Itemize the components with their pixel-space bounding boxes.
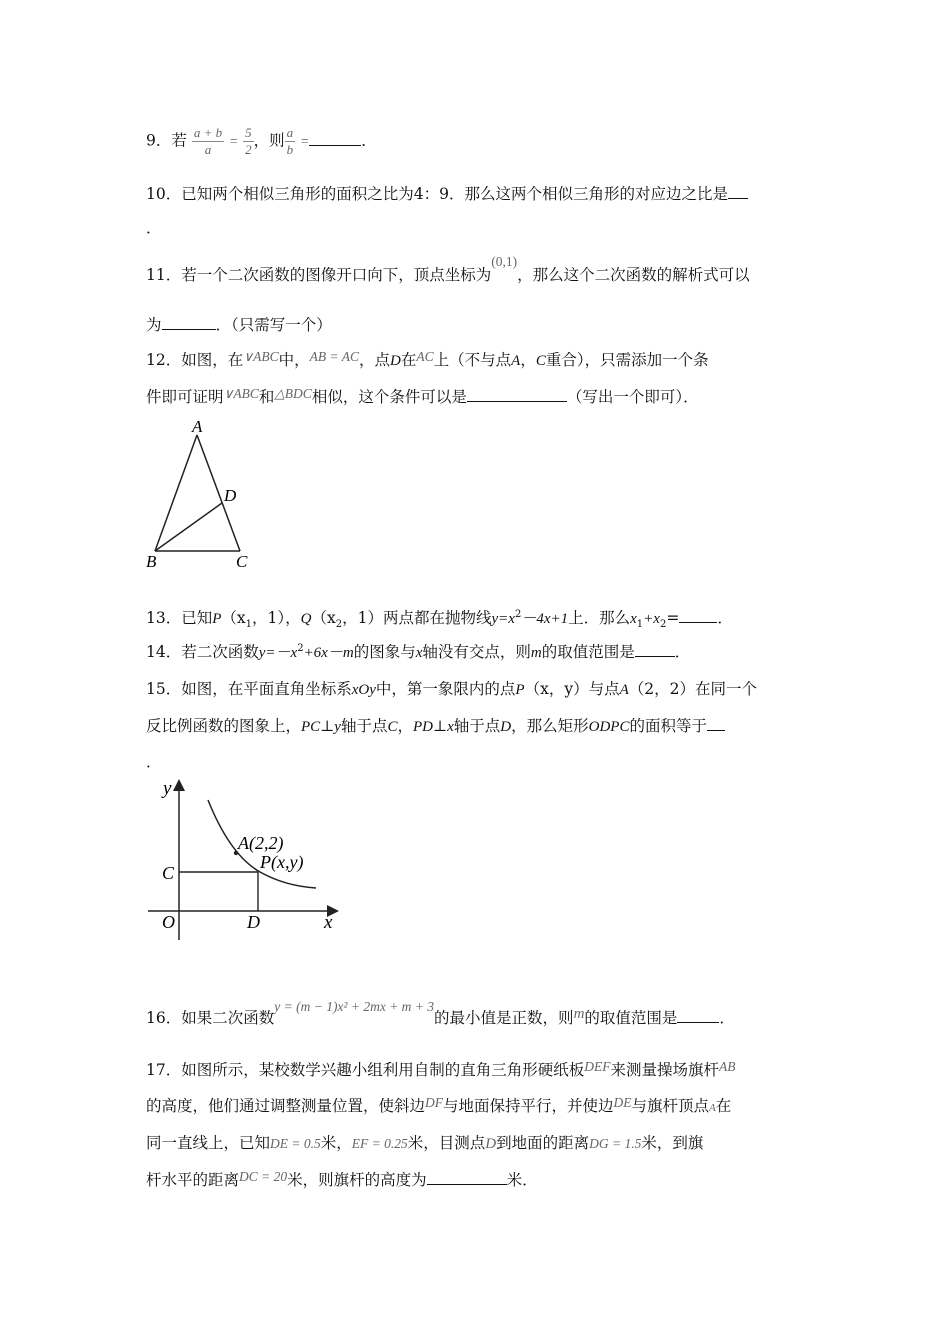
q17-l3-d: 到地面的距离 (496, 1134, 590, 1152)
q15-text-d: 轴于点 (340, 717, 388, 735)
q12-d: D (390, 353, 401, 369)
q12-text-e: 上（不与点 (433, 351, 512, 369)
q12-text-f: 重合），只需添加一个条 (545, 351, 709, 369)
question-10 (146, 182, 748, 204)
q15-text-a: 15．如图，在平面直角坐标系 (146, 680, 352, 698)
label-y: y (163, 778, 172, 799)
q15-end-line (146, 750, 162, 772)
q9-number: 9． (146, 131, 172, 150)
question-11 (146, 254, 750, 285)
q9-answer-blank[interactable] (309, 131, 361, 146)
q9-frac2-num: 5 (245, 125, 252, 140)
q9-eq: = (229, 133, 239, 149)
q16-text-a: 16．如果二次函数 (146, 1009, 275, 1027)
q13-q-coords-a: （x (311, 609, 336, 627)
label-a: A(2,2) (238, 833, 284, 853)
q14-text-a: 14．若二次函数 (146, 643, 259, 661)
question-17 (146, 1058, 736, 1080)
q17-ef-val: EF = 0.25 (351, 1136, 408, 1151)
q10-text: 10．已知两个相似三角形的面积之比为4：9．那么这两个相似三角形的对应边之比是 (146, 185, 728, 203)
q12-text-j: （写出一个即可）． (566, 388, 699, 406)
q12-text-i: 相似，这个条件可以是 (311, 388, 467, 406)
q13-parabola-a: y=x (491, 611, 515, 627)
q17-d: D (485, 1136, 497, 1152)
q15-a: A (619, 682, 629, 698)
q17-l2-d: 在 (715, 1097, 732, 1115)
q15-comma: ， (397, 717, 413, 735)
q11-answer-blank[interactable] (162, 315, 216, 330)
q16-text-c: 的取值范围是 (584, 1009, 678, 1027)
q17-answer-blank[interactable] (427, 1170, 507, 1185)
q12-tri3: △BDC (274, 386, 312, 401)
q14-text-b: 的图象与 (353, 643, 416, 661)
q10-end-line (146, 216, 162, 238)
q14-sup: 2 (297, 642, 304, 654)
label-c: C (236, 552, 248, 571)
q15-pc-perp: PC⊥y (301, 719, 341, 735)
question-17-l3 (146, 1131, 703, 1153)
q14-x: x (415, 645, 423, 661)
q15-text-g: 的面积等于 (629, 717, 707, 735)
q17-l2-b: 与地面保持平行，并使边 (443, 1097, 614, 1115)
question-16 (146, 999, 735, 1028)
q16-func: y = (m − 1)x² + 2mx + m + 3 (274, 999, 435, 1014)
q13-sub2: 2 (335, 619, 343, 631)
label-p: P(x,y) (260, 852, 304, 872)
q17-dg-val: DG = 1.5 (589, 1136, 642, 1151)
question-12 (146, 348, 709, 370)
q9-fraction-2 (243, 125, 254, 158)
q11-text-a: 11．若一个二次函数的图像开口向下，顶点坐标为 (146, 266, 492, 284)
q15-text-e: 轴于点 (453, 717, 501, 735)
q9-frac3-num: a (286, 125, 294, 140)
q10-end: ． (146, 219, 162, 237)
q15-text-b: 中，第一象限内的点 (375, 680, 516, 698)
question-9 (146, 125, 377, 158)
q9-end: ． (361, 131, 377, 150)
q13-q: Q (300, 611, 312, 627)
q15-pd-perp: PD⊥x (413, 719, 454, 735)
side-ab (155, 435, 197, 551)
q17-dc-val: DC = 20 (239, 1169, 288, 1184)
q9-frac1-num: a + b (193, 125, 223, 140)
q12-eq: AB = AC (309, 349, 359, 364)
q13-sub1: 1 (245, 619, 253, 631)
q14-text-c: 轴没有交点，则 (422, 643, 531, 661)
q15-odpc: ODPC (588, 719, 630, 735)
q13-eq: = (666, 609, 680, 627)
q14-answer-blank[interactable] (635, 642, 675, 657)
q9-then: ，则 (253, 131, 285, 150)
q13-p-coords-a: （x (221, 609, 246, 627)
q13-sum-a: x (630, 611, 637, 627)
q17-de-val: DE = 0.5 (270, 1136, 321, 1151)
q17-l3-b: 米， (320, 1134, 352, 1152)
q17-ab: AB (719, 1059, 736, 1074)
q17-l3-e: 米，到旗 (641, 1134, 704, 1152)
question-17-l2 (146, 1094, 731, 1116)
segment-bd (155, 503, 222, 551)
q12-text-b: 中， (278, 351, 310, 369)
question-11-cont (146, 313, 332, 335)
question-14 (146, 640, 690, 662)
q13-sum-sub2: 2 (659, 619, 667, 631)
q11-vertex: (0,1) (491, 254, 518, 269)
q13-text-a: 13．已知 (146, 609, 213, 627)
q13-sum-sub1: 1 (636, 619, 644, 631)
q15-end: ． (146, 753, 162, 771)
q12-a: A (511, 353, 521, 369)
question-15 (146, 677, 757, 699)
q12-ac: AC (416, 349, 434, 364)
q14-func-a: y=－x (258, 645, 298, 661)
q15-xoy: xOy (351, 682, 376, 698)
q13-sum-b: +x (643, 611, 660, 627)
q16-end: ． (719, 1009, 735, 1027)
q12-text-g: 件即可证明 (146, 388, 224, 406)
q15-text-f: ，那么矩形 (511, 717, 589, 735)
q11-text-c: 为 (146, 316, 162, 334)
q9-fraction-1 (192, 125, 224, 158)
q9-ruo: 若 (171, 131, 187, 150)
q16-text-b: 的最小值是正数，则 (434, 1009, 574, 1027)
q11-text-d: ．（只需写一个） (215, 316, 332, 334)
q12-text-a: 12．如图，在 (146, 351, 244, 369)
q17-l4-a: 杆水平的距离 (146, 1171, 240, 1189)
q16-answer-blank[interactable] (677, 1008, 719, 1023)
q13-answer-blank[interactable] (679, 608, 717, 623)
label-d: D (224, 486, 237, 505)
question-13 (146, 606, 733, 630)
q13-text-b: 上．那么 (568, 609, 631, 627)
label-x: x (324, 912, 333, 933)
q17-l4-c: 米． (506, 1171, 538, 1189)
q12-tri1: ∨ABC (243, 349, 279, 364)
label-o: O (162, 912, 175, 932)
q17-l4-b: 米，则旗杆的高度为 (287, 1171, 427, 1189)
q9-fraction-3 (285, 125, 296, 158)
q10-answer-blank[interactable] (728, 184, 748, 199)
q13-end: ． (717, 609, 733, 627)
q17-l1-b: 来测量操场旗杆 (610, 1061, 719, 1079)
q17-l2-a: 的高度，他们通过调整测量位置，使斜边 (146, 1097, 426, 1115)
q14-text-d: 的取值范围是 (541, 643, 635, 661)
q15-d: D (500, 719, 512, 735)
q15-text-c: 反比例函数的图象上， (146, 717, 302, 735)
q14-end: ． (674, 643, 691, 661)
q13-p: P (212, 611, 222, 627)
question-15-cont (146, 714, 725, 736)
q11-text-b: ，那么这个二次函数的解析式可以 (517, 266, 750, 284)
q17-l3-a: 同一直线上，已知 (146, 1134, 271, 1152)
q17-def: DEF (584, 1059, 611, 1074)
q12-c: C (535, 353, 546, 369)
q17-a: A (709, 1102, 716, 1114)
question-17-l4 (146, 1168, 538, 1190)
q15-a-coords: （2，2）在同一个 (628, 680, 757, 698)
q12-text-h: 和 (258, 388, 275, 406)
q9-frac3-den: b (286, 142, 294, 157)
q16-m: m (573, 1006, 585, 1022)
q12-answer-blank[interactable] (467, 387, 567, 402)
q17-df: DF (425, 1095, 444, 1110)
q13-p-coords-b: ，1）， (252, 609, 301, 627)
label-c: C (162, 863, 175, 883)
q9-eq2: = (300, 133, 310, 149)
q15-p-coords: （x，y）与点 (524, 680, 620, 698)
q14-func-b: +6x－m (303, 645, 354, 661)
q14-m: m (530, 645, 542, 661)
q9-frac1-den: a (204, 142, 212, 157)
q12-comma: ， (520, 351, 536, 369)
q12-text-d: 在 (400, 351, 417, 369)
question-12-cont (146, 385, 699, 407)
q9-frac2-den: 2 (245, 142, 252, 157)
q17-de: DE (613, 1095, 632, 1110)
q15-answer-blank[interactable] (707, 716, 725, 731)
q17-l1-a: 17．如图所示，某校数学兴趣小组利用自制的直角三角形硬纸板 (146, 1061, 585, 1079)
q15-coordinate-figure (140, 770, 350, 950)
q13-q-coords-b: ，1）两点都在抛物线 (342, 609, 492, 627)
q13-parabola-b: －4x+1 (521, 611, 569, 627)
q15-c: C (387, 719, 398, 735)
q17-l2-c: 与旗杆顶点 (631, 1097, 710, 1115)
label-b: B (146, 552, 157, 571)
q12-text-c: ，点 (359, 351, 391, 369)
q13-sup: 2 (514, 608, 522, 620)
q12-tri2: ∨ABC (223, 386, 259, 401)
q17-l3-c: 米，目测点 (407, 1134, 486, 1152)
label-d: D (247, 912, 260, 932)
label-a: A (192, 417, 203, 436)
q12-triangle-figure (140, 415, 260, 575)
q15-p: P (515, 682, 525, 698)
